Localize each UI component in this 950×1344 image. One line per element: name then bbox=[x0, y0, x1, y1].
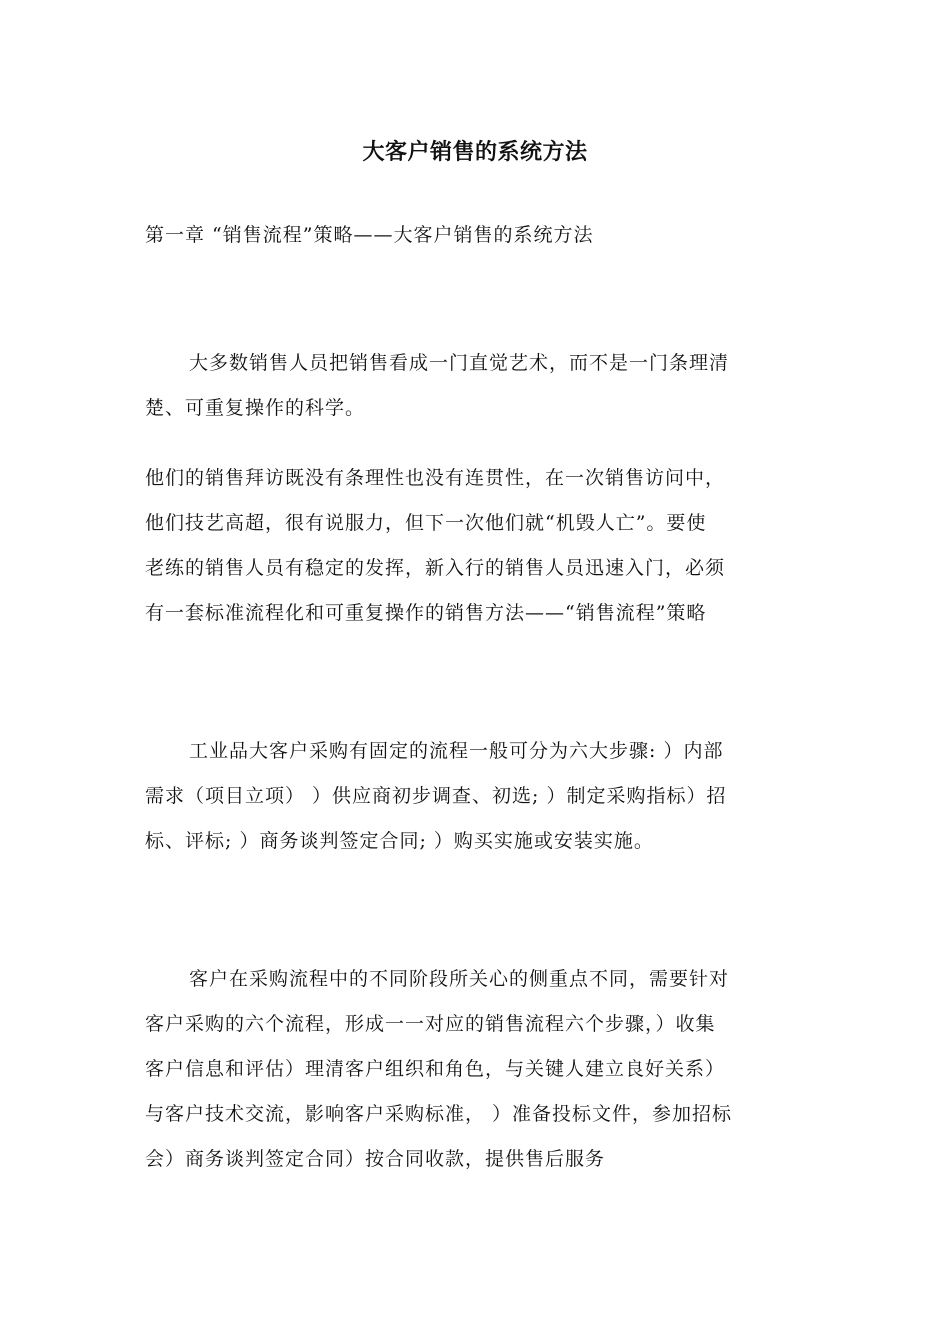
paragraph-line: 楚、可重复操作的科学。 bbox=[145, 397, 366, 419]
paragraph-line: 客户采购的六个流程，形成一一对应的销售流程六个步骤，）收集 bbox=[145, 1013, 716, 1035]
paragraph-line: 老练的销售人员有稳定的发挥，新入行的销售人员迅速入门，必须 bbox=[145, 557, 726, 579]
paragraph-line: 客户信息和评估）理清客户组织和角色，与关键人建立良好关系） bbox=[145, 1058, 726, 1080]
paragraph-line: 他们技艺高超，很有说服力，但下一次他们就“机毁人亡”。要使 bbox=[145, 512, 707, 534]
paragraph-line: 需求（项目立项） ）供应商初步调查、初选; ）制定采购指标）招 bbox=[145, 785, 727, 807]
paragraph-line: 会）商务谈判签定合同）按合同收款，提供售后服务 bbox=[145, 1148, 606, 1170]
paragraph-line: 他们的销售拜访既没有条理性也没有连贯性，在一次销售访问中， bbox=[145, 467, 726, 489]
paragraph-line: 大多数销售人员把销售看成一门直觉艺术，而不是一门条理清 bbox=[189, 352, 730, 374]
paragraph-line: 工业品大客户采购有固定的流程一般可分为六大步骤: ）内部 bbox=[189, 740, 724, 762]
paragraph-line: 标、评标; ）商务谈判签定合同; ）购买实施或安装实施。 bbox=[145, 830, 654, 852]
paragraph-line: 与客户技术交流，影响客户采购标准， ）准备投标文件，参加招标 bbox=[145, 1103, 733, 1125]
paragraph-3 bbox=[145, 729, 805, 864]
document-title: 大客户销售的系统方法 bbox=[362, 140, 588, 165]
paragraph-1 bbox=[145, 341, 805, 431]
paragraph-line: 客户在采购流程中的不同阶段所关心的侧重点不同，需要针对 bbox=[189, 968, 730, 990]
paragraph-4 bbox=[145, 957, 805, 1182]
paragraph-2 bbox=[145, 456, 805, 636]
paragraph-line: 有一套标准流程化和可重复操作的销售方法——“销售流程”策略 bbox=[145, 602, 707, 624]
chapter-heading: 第一章 “销售流程”策略——大客户销售的系统方法 bbox=[145, 224, 594, 246]
